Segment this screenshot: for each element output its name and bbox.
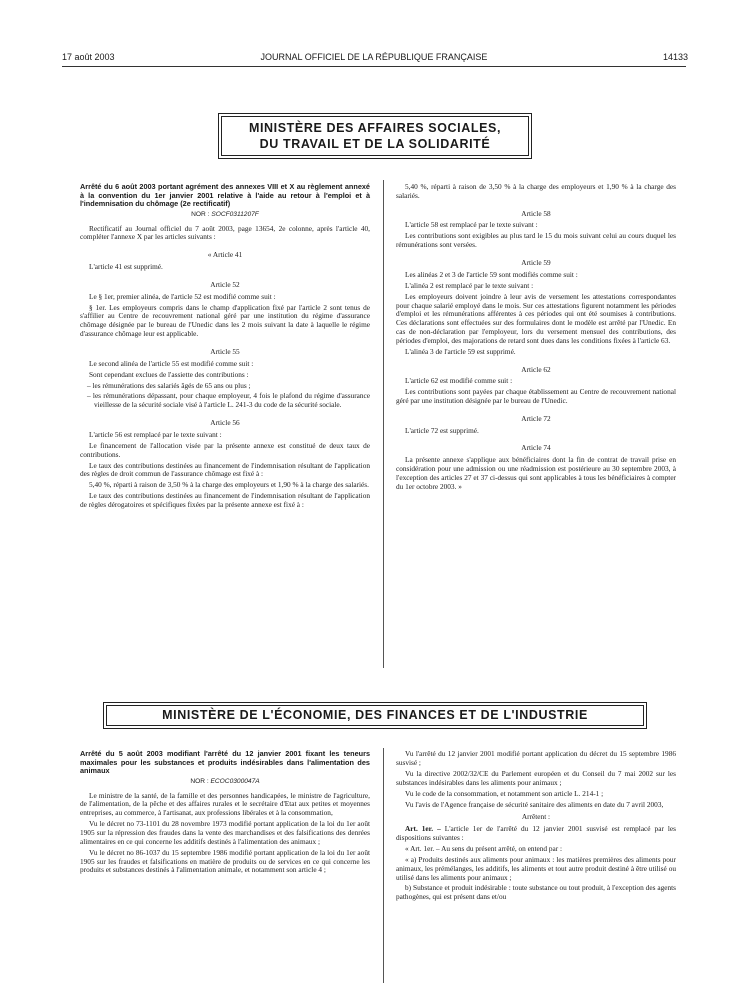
paragraph: Le ministre de la santé, de la famille et des personnes handicapées, le ministre de l'agriculture, de l'alimentation, de la pêche et des affaires rurales et le secrétaire d'Etat aux petites et moyennes entreprises, au commerce, à l'artisanat, aux professions libérales et à la consommation, bbox=[80, 790, 370, 818]
decree-title: Arrêté du 5 août 2003 modifiant l'arrêté du 12 janvier 2001 fixant les teneurs maximales pour les substances et produits indésirables dans l'alimentation des animaux bbox=[80, 749, 370, 776]
paragraph: Vu l'arrêté du 12 janvier 2001 modifié portant application du décret du 15 septembre 1986 susvisé ; bbox=[396, 749, 676, 767]
ministry-box-social-affairs bbox=[218, 113, 532, 159]
article-74-heading: Article 74 bbox=[521, 443, 551, 453]
column-divider bbox=[383, 180, 384, 668]
page-header bbox=[0, 52, 748, 66]
nor-reference: NOR : ECOC0300047A bbox=[190, 777, 260, 785]
paragraph: Les contributions sont payées par chaque établissement au Centre de recouvrement national géré par une institution désignée par le bureau de l'Unedic. bbox=[396, 387, 676, 406]
article-1-paragraph: Art. 1er. – L'article 1er de l'arrêté du 12 janvier 2001 susvisé est remplacé par les dispositions suivantes : bbox=[396, 824, 677, 842]
paragraph: Les contributions sont exigibles au plus tard le 15 du mois suivant celui au cours duquel les rémunérations sont versées. bbox=[396, 231, 676, 250]
list-item: b) Substance et produit indésirable : toute substance ou tout produit, à l'exception des agents pathogènes, qui est présent dans et/ou bbox=[396, 883, 676, 902]
column-divider bbox=[383, 748, 384, 983]
ministry-box-economy bbox=[103, 702, 647, 729]
paragraph: L'article 58 est remplacé par le texte suivant : bbox=[405, 220, 538, 230]
list-item: – les rémunérations des salariés âgés de 65 ans ou plus ; bbox=[87, 380, 251, 390]
section2-right-column bbox=[396, 750, 676, 904]
paragraph: Le financement de l'allocation visée par la présente annexe est constitué de deux taux de contributions. bbox=[80, 440, 370, 459]
article-41-heading: « Article 41 bbox=[207, 250, 243, 260]
article-58-heading: Article 58 bbox=[521, 208, 551, 218]
paragraph: L'article 72 est supprimé. bbox=[405, 425, 479, 435]
rectificatif-intro: Rectificatif au Journal officiel du 7 août 2003, page 13654, 2e colonne, après l'article 40, compléter l'annexe X par les articles suivants : bbox=[80, 223, 370, 242]
header-journal-title: JOURNAL OFFICIEL DE LA RÉPUBLIQUE FRANÇAISE bbox=[260, 52, 488, 62]
paragraph: Vu le décret no 86-1037 du 15 septembre 1986 modifié portant application de la loi du 1er août 1905 sur les fraudes et falsifications en matière de produits ou de services en ce qui concerne les produits et substances destinés à l'alimentation animale, et notamment son article 4 ; bbox=[80, 847, 370, 875]
paragraph: Vu le code de la consommation, et notamment son article L. 214-1 ; bbox=[405, 788, 604, 798]
paragraph: L'article 56 est remplacé par le texte suivant : bbox=[89, 429, 222, 439]
paragraph: L'article 41 est supprimé. bbox=[89, 261, 163, 271]
article-59-heading: Article 59 bbox=[521, 257, 551, 267]
ministry-name-line1: MINISTÈRE DES AFFAIRES SOCIALES, bbox=[248, 121, 502, 135]
article-56-heading: Article 56 bbox=[210, 418, 240, 428]
paragraph: Le second alinéa de l'article 55 est modifié comme suit : bbox=[89, 358, 254, 368]
paragraph: L'alinéa 2 est remplacé par le texte suivant : bbox=[405, 280, 534, 290]
paragraph: « Art. 1er. – Au sens du présent arrêté, on entend par : bbox=[405, 843, 563, 853]
paragraph: La présente annexe s'applique aux bénéficiaires dont la fin de contrat de travail prise en considération pour une admission ou une réadmission est postérieure au 30 septembre 2003, à l'exception des articles 27 et 37 ci-dessus qui sont applicables à tous les bénéficiaires à compter du 1er octobre 2003. » bbox=[396, 455, 676, 491]
article-55-heading: Article 55 bbox=[210, 346, 240, 356]
article-72-heading: Article 72 bbox=[521, 413, 551, 423]
paragraph: L'alinéa 3 de l'article 59 est supprimé. bbox=[405, 346, 516, 356]
paragraph: Le taux des contributions destinées au financement de l'indemnisation résultant de l'application des règles de droit commun de l'assurance chômage est fixé à : bbox=[80, 460, 370, 479]
paragraph: Vu l'avis de l'Agence française de sécurité sanitaire des aliments en date du 7 avril 2003, bbox=[405, 799, 664, 809]
section1-right-column bbox=[396, 183, 676, 494]
paragraph: Le § 1er, premier alinéa, de l'article 52 est modifié comme suit : bbox=[89, 291, 276, 301]
decree-title: Arrêté du 6 août 2003 portant agrément des annexes VIII et X au règlement annexé à la convention du 1er janvier 2001 relative à l'aide au retour à l'emploi et à l'indemnisation du chômage (2e rectificatif) bbox=[80, 182, 370, 209]
paragraph: § 1er. Les employeurs compris dans le champ d'application fixé par l'article 2 sont tenus de s'affilier au Centre de recouvrement national géré par une institution du régime d'assurance chômage désignée par le bureau de l'Unedic dans les 2 mois suivant la date à laquelle le régime d'assurance chômage leur est applicable. bbox=[80, 302, 370, 338]
nor-reference: NOR : SOCF0311207F bbox=[191, 210, 259, 218]
paragraph: Les employeurs doivent joindre à leur avis de versement les attestations correspondantes pour chaque salarié employé dans le mois. Sur ces attestations figurent notamment les périodes d'emploi et les rémunérations afférentes à ces périodes qui ont été soumises à contributions. Ces déclarations sont effectuées sur des formulaires dont le modèle est arrêté par l'Unedic. En cas de non-déclaration par l'employeur, lors du versement mensuel des contributions, des périodes d'emploi, des majorations de retard sont dues dans les conditions fixées à l'article 63. bbox=[396, 291, 676, 345]
paragraph: Les alinéas 2 et 3 de l'article 59 sont modifiés comme suit : bbox=[405, 269, 578, 279]
paragraph: Sont cependant exclues de l'assiette des contributions : bbox=[89, 369, 249, 379]
paragraph: Le taux des contributions destinées au financement de l'indemnisation résultant de l'application de règles dérogatoires et spécifiques fixées par la présente annexe est fixé à : bbox=[80, 491, 370, 510]
header-rule bbox=[62, 66, 686, 67]
arretent-heading: Arrêtent : bbox=[521, 812, 551, 822]
article-62-heading: Article 62 bbox=[521, 364, 551, 374]
list-item: – les rémunérations dépassant, pour chaque employeur, 4 fois le plafond du régime d'assurance vieillesse de la sécurité sociale visé à l'article L. 241-3 du code de la sécurité sociale. bbox=[87, 391, 370, 410]
section1-left-column bbox=[80, 183, 370, 512]
ministry-name: MINISTÈRE DE L'ÉCONOMIE, DES FINANCES ET DE L'INDUSTRIE bbox=[162, 708, 588, 722]
paragraph: 5,40 %, réparti à raison de 3,50 % à la charge des employeurs et 1,90 % à la charge des salariés. bbox=[396, 182, 676, 200]
paragraph: Vu le décret no 73-1101 du 28 novembre 1973 modifié portant application de la loi du 1er août 1905 sur la répression des fraudes dans la vente des marchandises et des falsifications des denrées alimentaires en ce qui concerne les additifs destinés à l'alimentation des animaux ; bbox=[80, 819, 370, 846]
ministry-name-line2: DU TRAVAIL ET DE LA SOLIDARITÉ bbox=[259, 137, 491, 151]
paragraph: Vu la directive 2002/32/CE du Parlement européen et du Conseil du 7 mai 2002 sur les substances indésirables dans les aliments pour animaux ; bbox=[396, 768, 676, 787]
header-date: 17 août 2003 bbox=[62, 52, 115, 62]
paragraph: 5,40 %, réparti à raison de 3,50 % à la charge des employeurs et 1,90 % à la charge des salariés. bbox=[89, 480, 369, 490]
header-page-number: 14133 bbox=[662, 52, 688, 62]
list-item: « a) Produits destinés aux aliments pour animaux : les matières premières des aliments pour animaux, les prémélanges, les additifs, les aliments et tout autre produit destiné à être utilisé ou utilisé dans les aliments pour animaux ; bbox=[396, 854, 676, 882]
section2-left-column bbox=[80, 750, 370, 877]
article-52-heading: Article 52 bbox=[210, 279, 240, 289]
paragraph: L'article 62 est modifié comme suit : bbox=[405, 376, 513, 386]
